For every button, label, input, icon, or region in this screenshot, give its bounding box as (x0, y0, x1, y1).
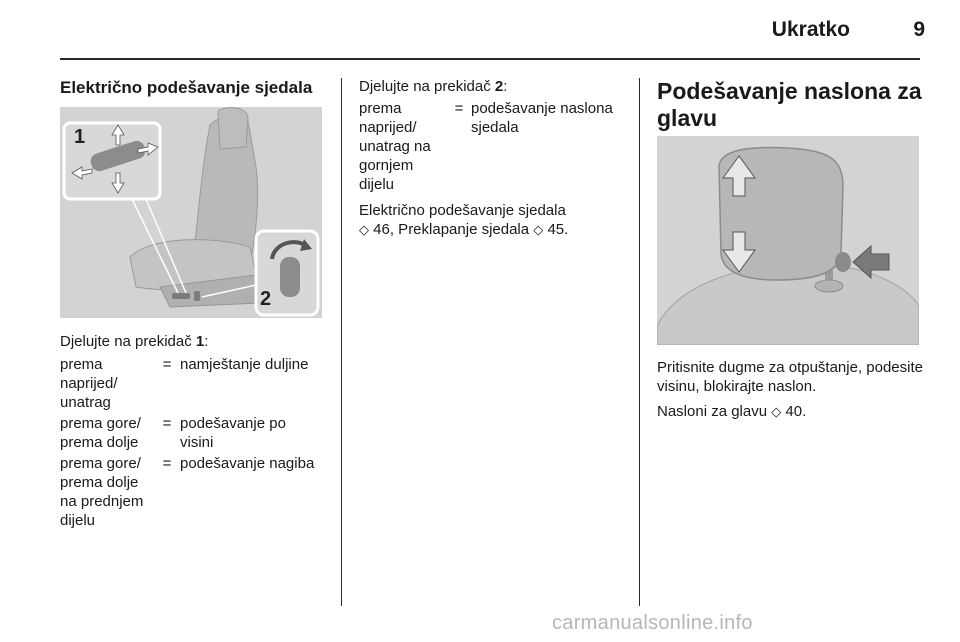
figure-headrest (657, 136, 919, 345)
definition-equals: = (454, 100, 464, 117)
definition-term: prema gore/ prema dolje (60, 415, 141, 451)
definition-row (60, 355, 330, 412)
switch-2-intro: Djelujte na prekidač 2: (359, 78, 508, 95)
definition-row (359, 99, 631, 194)
headrest-instructions: Pritisnite dugme za otpuštanje, podesite visinu, blokirajte naslon. (657, 359, 923, 395)
ref-text-seat-adjustment: Električno podešavanje sjedala (359, 202, 566, 219)
switch-1-label: 1 (195, 333, 205, 350)
definition-equals: = (162, 455, 172, 472)
power-seat-illustration (60, 107, 322, 318)
headrest-illustration (657, 136, 919, 345)
switch-1-definitions (60, 355, 330, 532)
running-header-section: Ukratko (771, 18, 850, 41)
section-title-headrest: Podešavanje naslona za glavu (657, 78, 922, 131)
section-title-seat-adjustment: Električno podešavanje sjedala (60, 78, 313, 97)
definition-row (60, 414, 330, 452)
definition-description: namještanje duljine (180, 356, 309, 373)
definition-equals: = (162, 415, 172, 432)
definition-description: podešavanje nagiba (180, 455, 315, 472)
figure-callout-1: 1 (74, 126, 86, 148)
switch-2-label: 2 (494, 78, 504, 95)
definition-description: podešavanje naslona sjedala (471, 100, 613, 136)
column-divider-2 (639, 78, 640, 606)
page-number: 9 (913, 18, 925, 41)
definition-description: podešavanje po visini (180, 415, 286, 451)
definition-term: prema gore/ prema dolje na prednjem dijelu (60, 455, 144, 529)
header-rule (60, 58, 920, 60)
definition-row (60, 454, 330, 530)
page-ref-arrow-icon: ◇ (533, 223, 544, 238)
page-ref-arrow-icon: ◇ (359, 223, 369, 238)
column-divider-1 (341, 78, 342, 606)
definition-term: prema naprijed/ unatrag (60, 356, 118, 411)
definition-term: prema naprijed/ unatrag na gornjem dijelu (359, 100, 431, 193)
figure-callout-2: 2 (260, 288, 272, 310)
definition-equals: = (162, 356, 172, 373)
switch-1-intro: Djelujte na prekidač 1: (60, 333, 209, 350)
headrest-cross-reference: Nasloni za glavu ◇ 40. (657, 403, 807, 420)
page-ref-arrow-icon: ◇ (771, 405, 782, 420)
switch-2-definitions (359, 99, 631, 196)
figure-power-seat (60, 107, 322, 318)
seat-cross-reference: Električno podešavanje sjedala ◇ 46, Preklapanje sjedala ◇ 45. (359, 202, 569, 238)
watermark: carmanualsonline.info (552, 612, 753, 634)
